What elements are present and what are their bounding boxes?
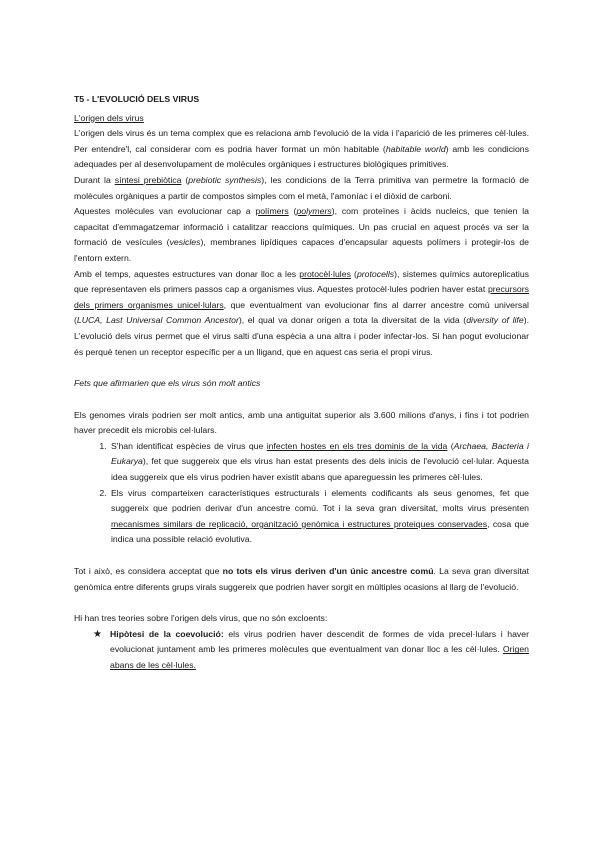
text-run: ( [350,268,357,279]
star-bullet-icon: ★ [93,628,102,640]
paragraph-habitable-world [74,126,529,173]
text-run: ), com proteïnes i àcids nucleics, que tenien la capacitat d'emmagatzemar informació i catalitzar reaccions químiques. Un pas crucial en aquest procés va ser la formació de vesícules ( [74,206,530,248]
underlined-term: precursors dels primers organismes unicel·lulars [74,284,529,310]
italic-underlined-term: polymers [296,206,332,217]
paragraph-protocells [74,267,529,361]
text-run: Aquestes molècules van evolucionar cap a [74,206,256,217]
italic-term: habitable world [385,143,446,154]
section-heading-origin: L'origen dels virus [74,112,144,123]
text-run: ), el qual va donar origen a tota la diversitat de la vida ( [238,315,467,326]
theories-list [74,627,529,674]
paragraph-genome-antiquity: Els genomes virals podrien ser molt antics, amb una antiguitat superior als 3.600 milions d'anys, i fins i tot podrien haver precedit els microbis cel·lulars. [74,409,529,436]
underlined-term: síntesi prebiòtica [114,174,182,185]
text-run: ( [181,174,189,185]
bold-term: no tots els virus deriven d'un únic ancestre comú [222,566,434,577]
document-content [74,92,529,674]
bold-term: Hipòtesi de la coevolució: [110,628,224,639]
text-run: els virus podrien haver descendit de formes de vida precel·lulars i haver evolucionat juntament amb les primeres molècules que eventualment van donar lloc a les cèl·lules. [110,628,529,655]
list-item [109,486,529,548]
text-run: ) amb les condicions adequades per al desenvolupament de molècules orgàniques i estructures biològiques primitives. [74,143,529,170]
underlined-term: infecten hostes en els tres dominis de la vida [266,440,448,451]
underlined-term: protocèl·lules [299,268,351,279]
spacer [74,595,529,611]
facts-list [74,439,529,548]
text-run: , cosa que indica una possible relació evolutiva. [111,518,529,545]
text-run: Tot i això, es considera acceptat que [74,566,223,577]
underlined-term: Origen abans de les cèl·lules. [110,644,529,670]
spacer [74,360,529,376]
text-run: Durant la [74,174,115,185]
italic-term: diversity of life [466,315,524,326]
paragraph-three-theories: Hi han tres teories sobre l'origen dels virus, que no són excloents: [74,613,328,624]
italic-term: Archaea, Bacteria i Eukarya [111,440,529,467]
text-run: ), membranes lipídiques capaces d'encapsular aquests polímers i protegir-los de l'entorn extern. [74,237,529,263]
italic-heading: Fets que afirmarien que els virus són molt antics [74,378,261,389]
paragraph-polymers [74,204,529,266]
text-run: ( [447,440,454,451]
spacer [74,392,529,408]
text-run: ), les condicions de la Terra primitiva van permetre la formació de molècules orgàniques a partir de compostos simples com el metà, l'amoníac i el diòxid de carboni. [74,174,529,201]
list-item [109,439,529,486]
paragraph-not-single-ancestor [74,564,529,595]
underlined-term: mecanismes similars de replicació, organització genòmica i estructures proteiques conservades [111,518,488,529]
text-run: ), fet que suggereix que els virus han estat presents des dels inicis de l'evolució cel·lular. Aquesta idea suggereix que els virus podrien haver existit abans que apareguessin les primeres cèl·lules. [111,456,529,483]
italic-term: vesicles [169,237,201,248]
text-run: L'origen dels virus és un tema complex que es relaciona amb l'evolució de la vida i l'aparició de les primeres cèl·lules. Per entendre'l, cal considerar com es podria haver format un món habitable ( [74,128,529,154]
paragraph-prebiotic-synthesis [74,173,529,204]
text-run: Els virus comparteixen característiques estructurals i elements codificants als seus genomes, fet que suggereix que podrien derivar d'un ancestre comú. Tot i la seva gran diversitat, molts virus presenten [111,487,529,514]
text-run: ( [288,206,297,217]
text-run: ). L'evolució dels virus permet que el virus salti d'una espècia a una altra i poder infectar-los. Si han pogut evolucionar és perquè tenen un receptor específic per a un lligand, que en aquest cas seria el propi virus. [74,315,529,357]
text-run: Amb el temps, aquestes estructures van donar lloc a les [74,268,300,279]
text-run: . La seva gran diversitat genòmica entre diferents grups virals suggereix que podrien haver sorgit en múltiples ocasions al llarg de l'evolució. [74,566,530,592]
text-run: ), sistemes químics autoreplicatius que representaven els primers passos cap a organismes vius. Aquestes protocèl·lules podrien haver estat [74,268,529,295]
italic-term: protocells [356,268,395,279]
text-run: S'han identificat espècies de virus que [111,440,267,451]
document-title: T5 - L'EVOLUCIÓ DELS VIRUS [74,94,200,104]
spacer [74,548,529,564]
italic-term: prebiotic synthesis [188,174,262,185]
section-heading-ancient-facts [74,376,529,392]
underlined-term: polímers [255,206,289,217]
list-item [93,627,529,674]
italic-term: LUCA, Last Universal Common Ancestor [76,315,239,326]
text-run: , que eventualment van evolucionar fins al darrer ancestre comú universal ( [74,299,529,326]
